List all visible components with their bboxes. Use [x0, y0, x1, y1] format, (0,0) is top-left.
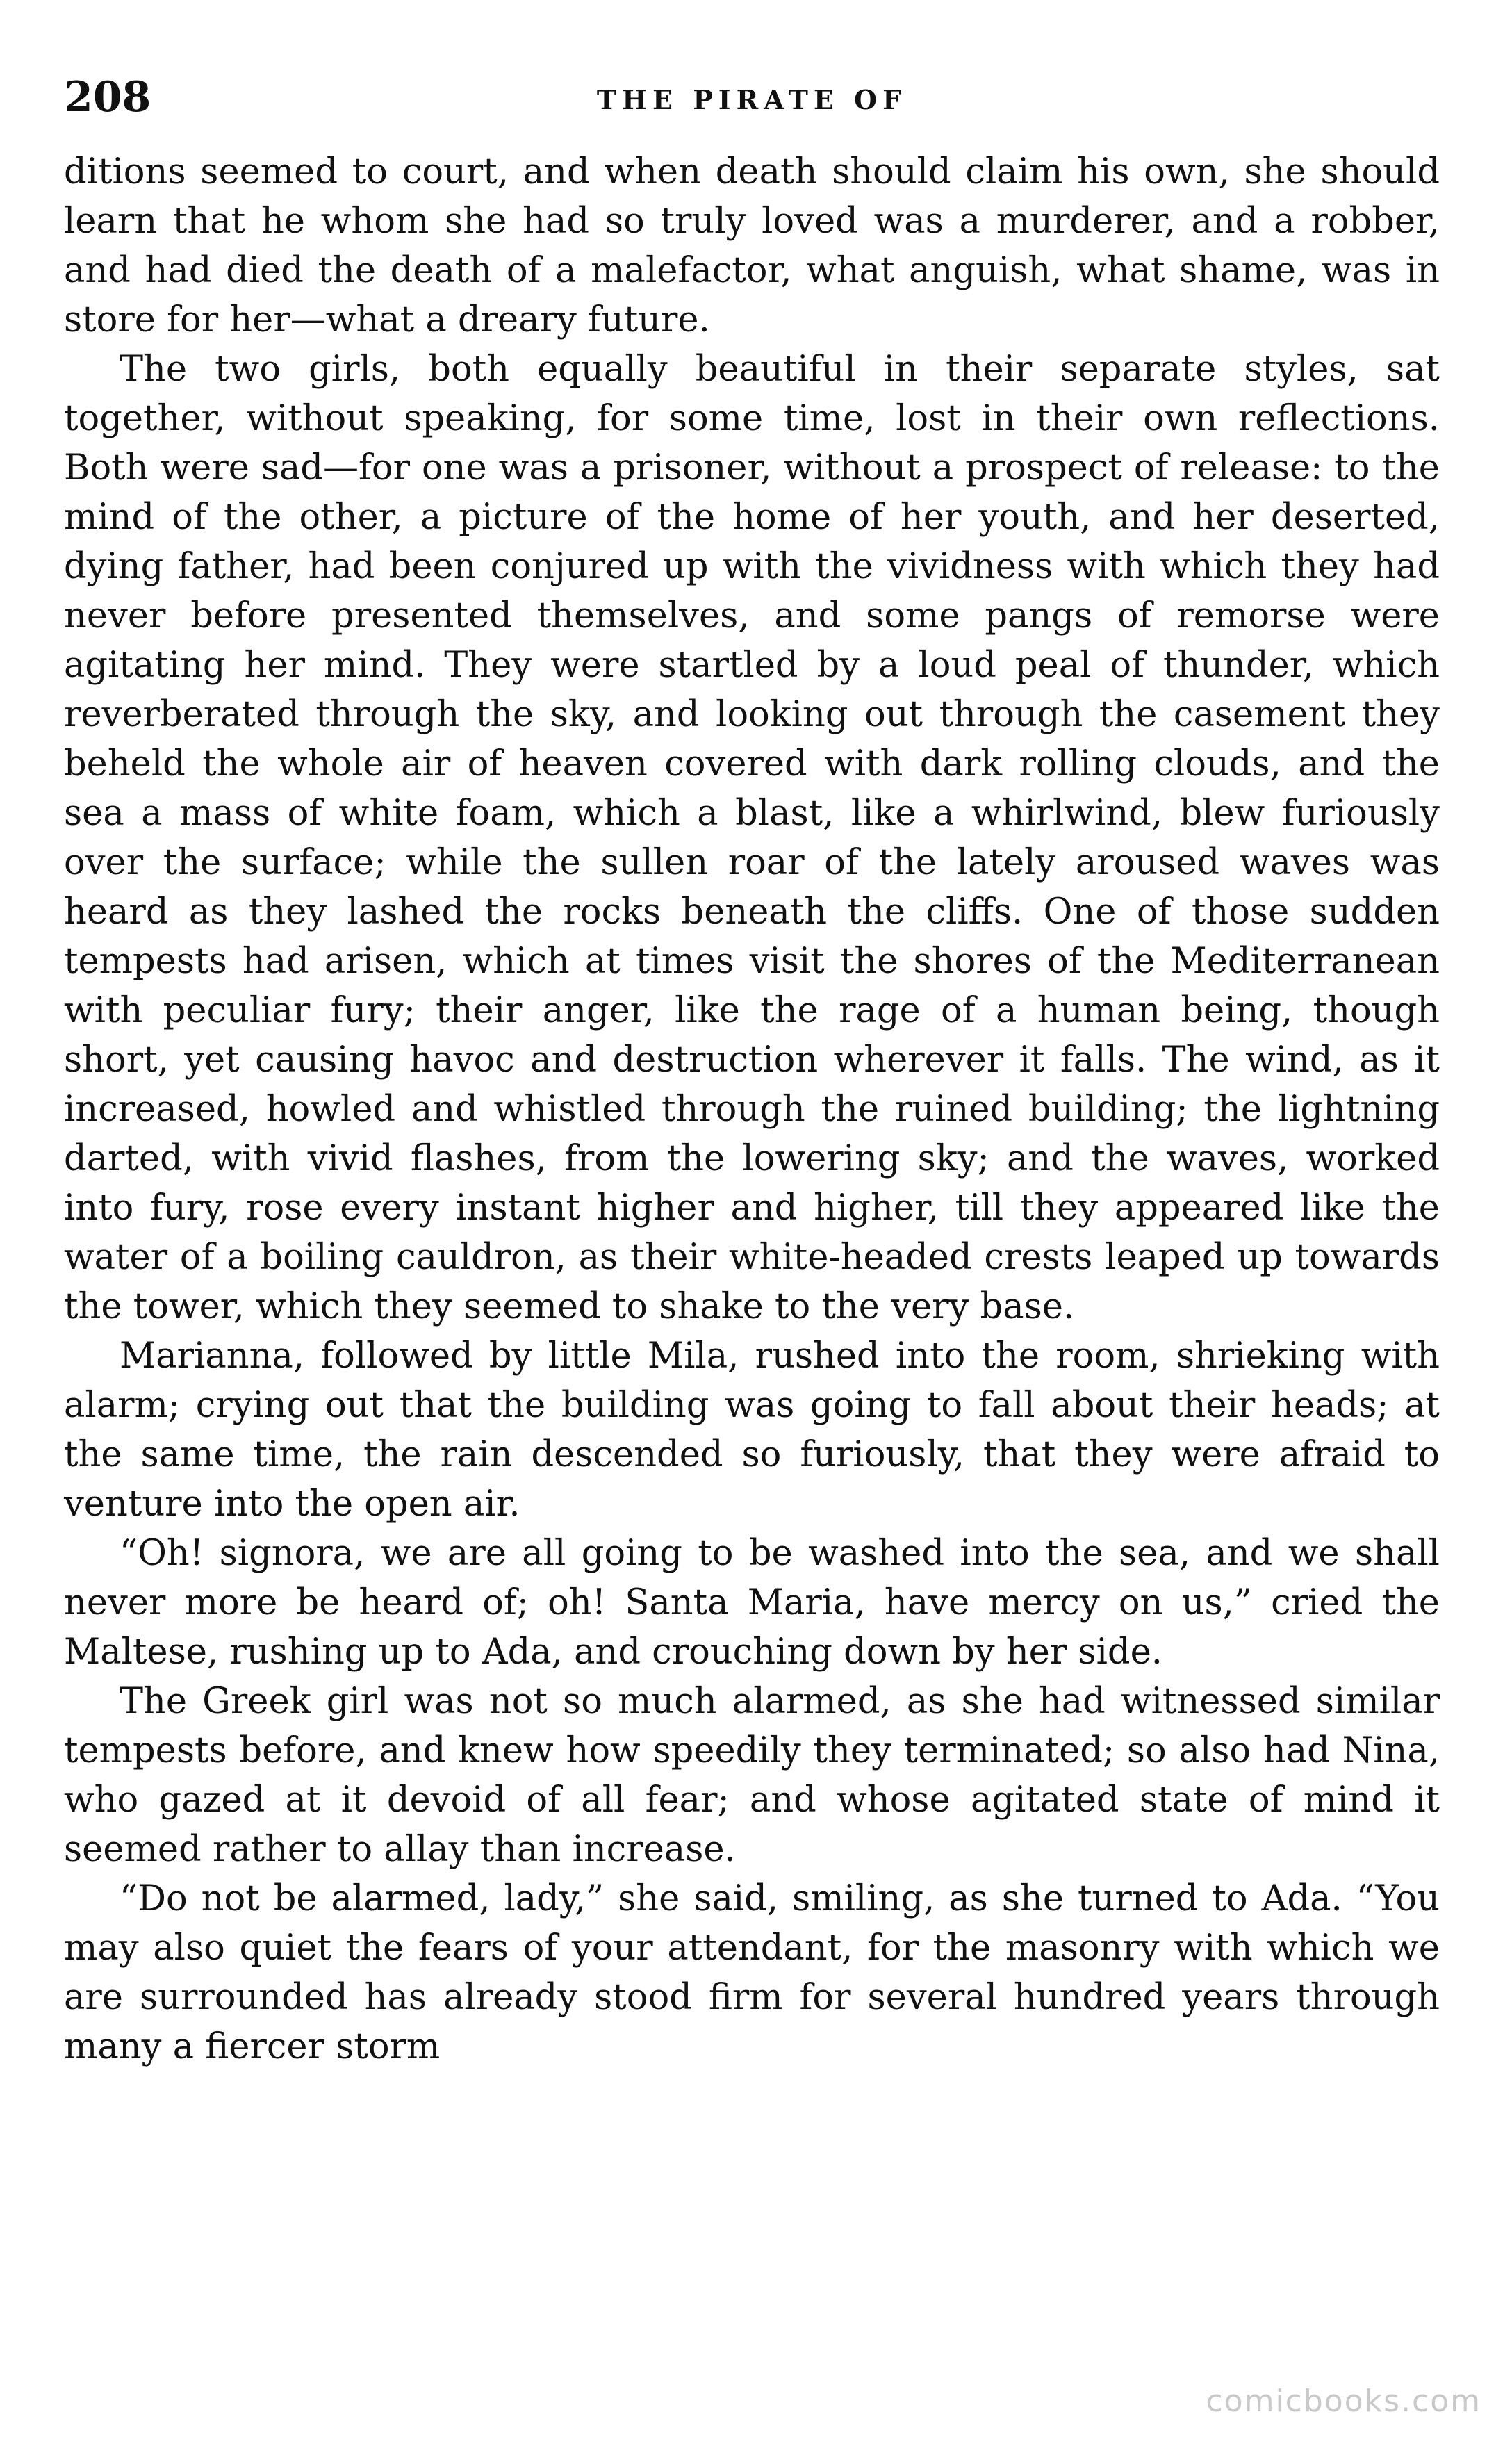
page-number: 208	[64, 73, 151, 122]
paragraph-greek-girl: The Greek girl was not so much alarmed, as she had witnessed similar tempests before, and knew how speedily they terminated; so also had Nina, who gazed at it devoid of all fear; and whose agitated state of mind it seemed rather to allay than increase.	[64, 1681, 1440, 1870]
paragraph-tempest: The two girls, both equally beautiful in their separate styles, sat together, without speaking, for some time, lost in their own reflections. Both were sad—for one was a prisoner, without a prospect of release: to the mind of the other, a picture of the home of her youth, and her deserted, dying father, had been conjured up with the vividness with which they had never before presented themselves, and some pangs of remorse were agitating her mind. They were startled by a loud peal of thunder, which reverberated through the sky, and looking out through the casement they beheld the whole air of heaven covered with dark rolling clouds, and the sea a mass of white foam, which a blast, like a whirlwind, blew furiously over the surface; while the sullen roar of the lately aroused waves was heard as they lashed the rocks beneath the cliffs. One of those sudden tempests had arisen, which at times visit the shores of the Mediterranean with peculiar fury; their anger, like the rage of a human being, though short, yet causing havoc and destruction wherever it falls. The wind, as it increased, howled and whistled through the ruined building; the lightning darted, with vivid flashes, from the lowering sky; and the waves, worked into fury, rose every instant higher and higher, till they appeared like the water of a boiling cauldron, as their white-headed crests leaped up towards the tower, which they seemed to shake to the very base.	[64, 349, 1440, 1327]
paragraph-maltese-cry: “Oh! signora, we are all going to be washed into the sea, and we shall never more be heard of; oh! Santa Maria, have mercy on us,” cried the Maltese, rushing up to Ada, and crouching down by her side.	[64, 1533, 1440, 1673]
body-text	[64, 147, 1440, 2071]
paragraph-nina-speech: “Do not be alarmed, lady,” she said, smiling, as she turned to Ada. “You may also quiet the fears of your attendant, for the masonry with which we are surrounded has already stood firm for several hundred years through many a fiercer storm	[64, 1878, 1440, 2067]
running-head	[64, 69, 1440, 125]
watermark: comicbooks.com	[1206, 2383, 1481, 2419]
paragraph-continued: ditions seemed to court, and when death should claim his own, she should learn that he whom she had so truly loved was a murderer, and a robber, and had died the death of a malefactor, what anguish, what shame, was in store for her—what a dreary future.	[64, 151, 1440, 340]
running-title: THE PIRATE OF	[596, 84, 907, 115]
paragraph-marianna: Marianna, followed by little Mila, rushed into the room, shrieking with alarm; crying out that the building was going to fall about their heads; at the same time, the rain descended so furiously, that they were afraid to venture into the open air.	[64, 1336, 1440, 1525]
